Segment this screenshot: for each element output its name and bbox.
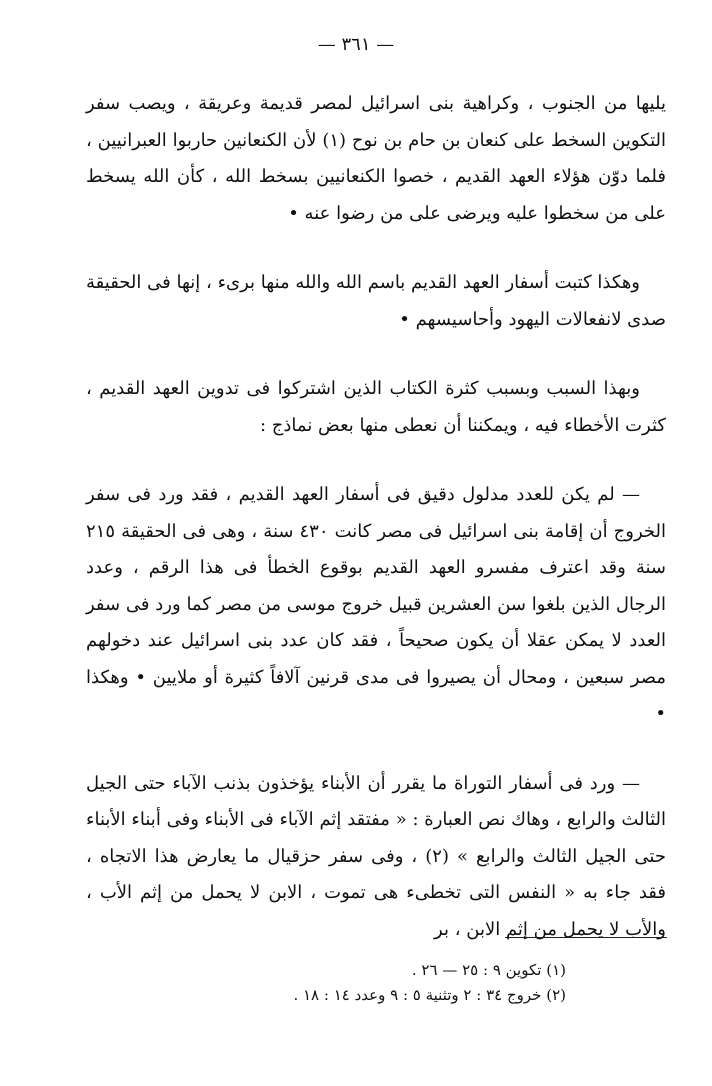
footnote: (١) تكوين ٩ : ٢٥ — ٢٦ . bbox=[411, 961, 566, 979]
paragraph: يليها من الجنوب ، وكراهية بنى اسرائيل لمصر قديمة وعريقة ، ويصب سفر التكوين السخط على كنعان بن حام بن نوح (١) لأن الكنعانين حاربوا العبرانيين ، فلما دوّن هؤلاء العهد القديم ، خصوا الكنعانيين بسخط الله ، كأن الله يسخط على من سخطوا عليه ويرضى على من رضوا عنه • bbox=[86, 93, 666, 224]
footnote: (٢) خروج ٣٤ : ٢ وتثنية ٥ : ٩ وعدد ١٤ : ١٨ . bbox=[293, 986, 566, 1004]
footnote-divider bbox=[505, 937, 667, 938]
body-text bbox=[86, 86, 666, 981]
paragraph: — لم يكن للعدد مدلول دقيق فى أسفار العهد القديم ، فقد ورد فى سفر الخروج أن إقامة بنى اسرائيل فى مصر كانت ٤٣٠ سنة ، وهى فى الحقيقة ٢١٥ سنة وقد اعترف مفسرو العهد القديم بوقوع الخطأ فى هذا الرقم ، وعدد الرجال الذين بلغوا سن العشرين قبيل خروج موسى من مصر كما ورد فى سفر العدد لا يمكن عقلا أن يكون صحيحاً ، فقد كان عدد بنى اسرائيل عند دخولهم مصر سبعين ، ومحال أن يصيروا فى مدى قرنين آلافاً كثيرة أو ملايين • وهكذا • bbox=[86, 484, 666, 724]
paragraph: وهكذا كتبت أسفار العهد القديم باسم الله والله منها برىء ، إنها فى الحقيقة صدى لانفعالات اليهود وأحاسيسهم • bbox=[86, 272, 666, 330]
paragraph: — ورد فى أسفار التوراة ما يقرر أن الأبناء يؤخذون بذنب الآباء حتى الجيل الثالث والرابع ، وهاك نص العبارة : « مفتقد إثم الآباء فى الأبناء وفى أبناء الأبناء حتى الجيل الثالث والرابع » (٢) ، وفى سفر حزقيال ما يعارض هذا الاتجاه ، فقد جاء به « النفس التى تخطىء هى تموت ، الابن لا يحمل من إثم الأب ، والأب لا يحمل من إثم الابن ، بر bbox=[86, 772, 666, 940]
footnotes bbox=[86, 958, 666, 1008]
page-number: — ٣٦١ — bbox=[317, 34, 395, 55]
paragraph: وبهذا السبب وبسبب كثرة الكتاب الذين اشتركوا فى تدوين العهد القديم ، كثرت الأخطاء فيه ، ويمكننا أن نعطى منها بعض نماذج : bbox=[86, 378, 666, 436]
